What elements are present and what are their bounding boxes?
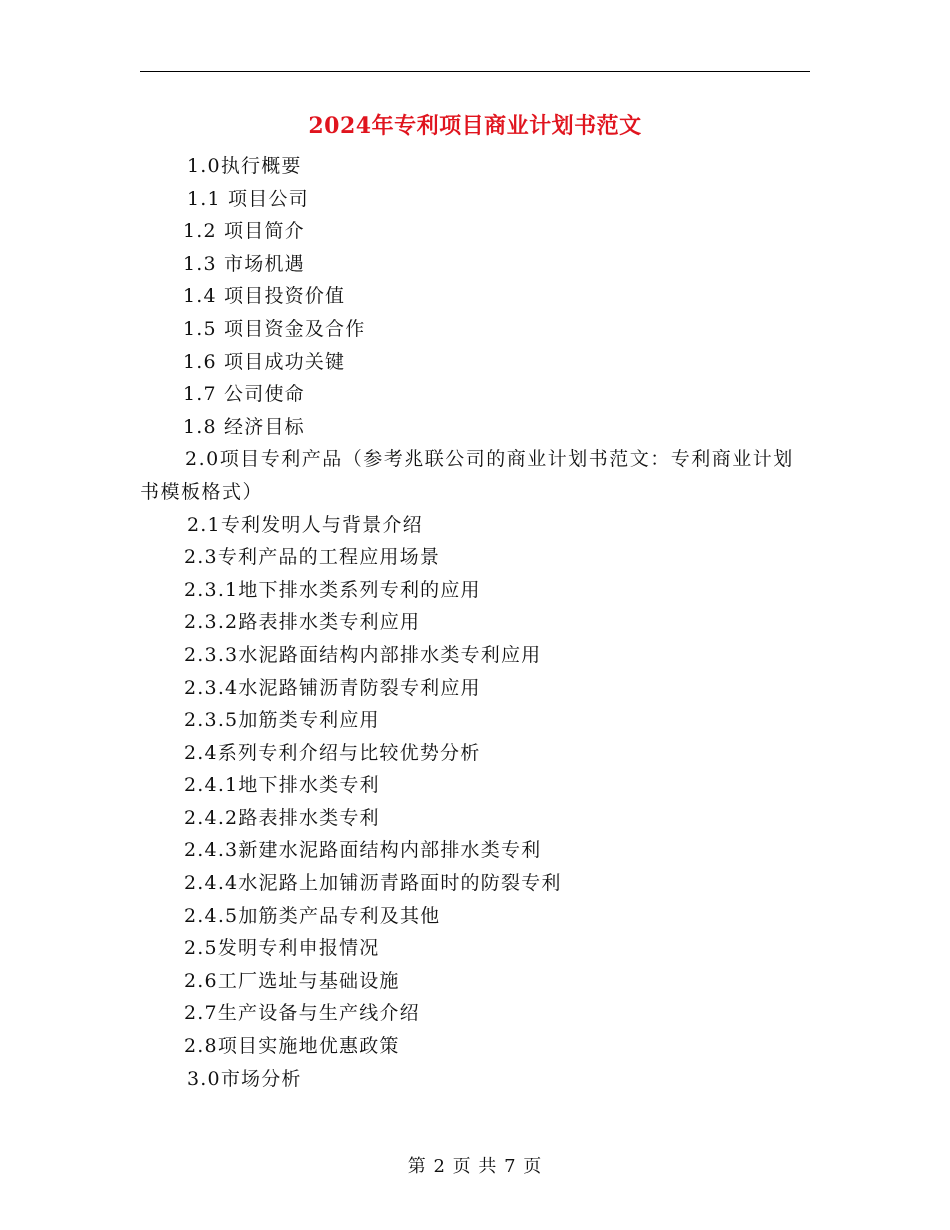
toc-item: 1.3 市场机遇 — [183, 252, 305, 275]
toc-item: 2.8项目实施地优惠政策 — [184, 1035, 400, 1058]
toc-item: 2.4.1地下排水类专利 — [184, 774, 380, 797]
toc-item: 1.4 项目投资价值 — [183, 285, 346, 308]
toc-item: 2.3.1地下排水类系列专利的应用 — [184, 578, 481, 601]
toc-item: 1.0执行概要 — [187, 155, 302, 177]
toc-item: 2.3.3水泥路面结构内部排水类专利应用 — [184, 643, 542, 666]
toc-item: 2.4系列专利介绍与比较优势分析 — [184, 741, 481, 764]
toc-item: 2.3专利产品的工程应用场景 — [184, 546, 441, 569]
toc-item: 2.3.4水泥路铺沥青防裂专利应用 — [184, 676, 481, 699]
toc-item: 1.5 项目资金及合作 — [183, 317, 366, 340]
toc-item: 3.0市场分析 — [187, 1067, 302, 1090]
toc-item: 1.1 项目公司 — [187, 187, 309, 210]
toc-item: 2.1专利发明人与背景介绍 — [187, 513, 423, 536]
toc-item: 2.4.5加筋类产品专利及其他 — [184, 904, 441, 927]
page-number-footer: 第 2 页 共 7 页 — [407, 1156, 543, 1177]
toc-item: 1.7 公司使命 — [183, 383, 305, 406]
toc-item: 1.8 经济目标 — [183, 415, 305, 438]
document-title: 2024年专利项目商业计划书范文 — [308, 113, 642, 139]
toc-item: 2.5发明专利申报情况 — [184, 937, 380, 960]
toc-item: 2.3.2路表排水类专利应用 — [184, 611, 421, 634]
toc-item: 2.3.5加筋类专利应用 — [184, 709, 380, 732]
toc-item: 2.7生产设备与生产线介绍 — [184, 1002, 420, 1025]
header-rule — [140, 71, 810, 72]
toc-item: 1.6 项目成功关键 — [183, 350, 346, 373]
toc-item: 2.4.2路表排水类专利 — [184, 806, 380, 829]
toc-item: 2.0项目专利产品（参考兆联公司的商业计划书范文：专利商业计划书模板格式） — [140, 448, 794, 503]
toc-item: 2.6工厂选址与基础设施 — [184, 969, 400, 992]
toc-item: 2.4.3新建水泥路面结构内部排水类专利 — [184, 839, 542, 862]
toc-item: 2.4.4水泥路上加铺沥青路面时的防裂专利 — [184, 872, 562, 895]
toc-item: 1.2 项目简介 — [183, 220, 305, 243]
table-of-contents — [140, 150, 810, 1095]
